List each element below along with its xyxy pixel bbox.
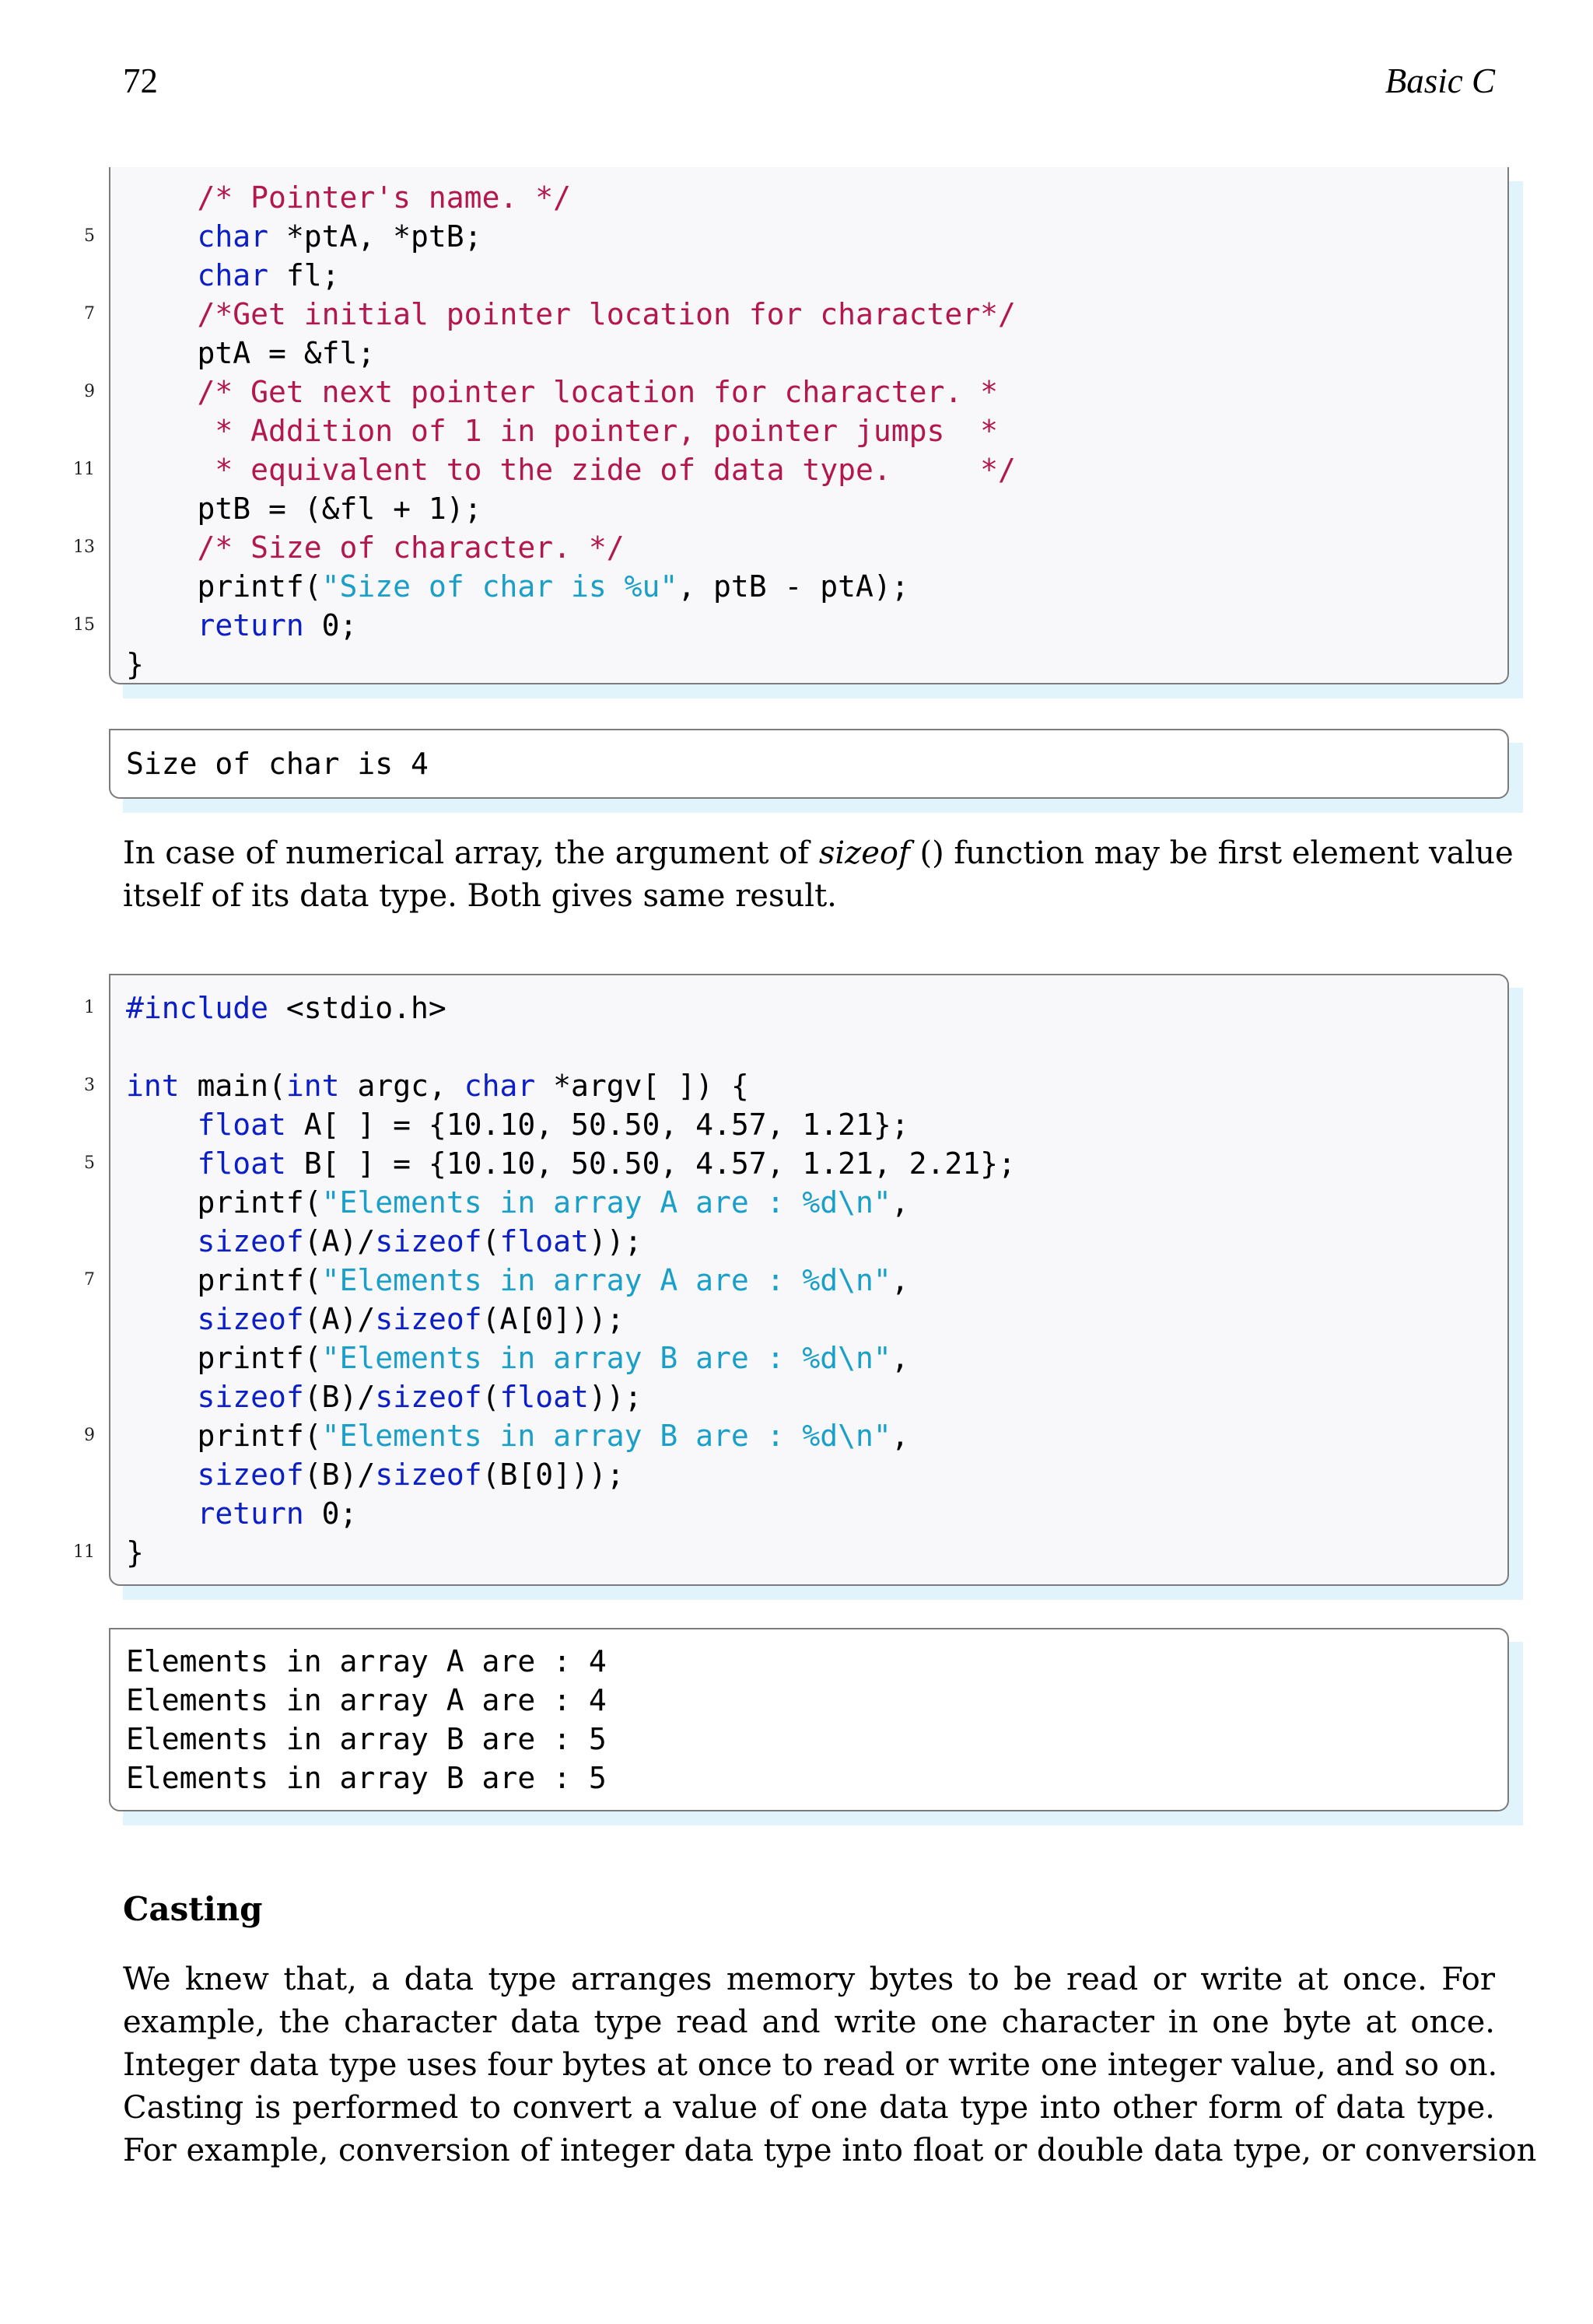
- code-token: 0;: [303, 1496, 358, 1531]
- code-line: [109, 1642, 1509, 1681]
- code-token: printf(: [126, 1185, 322, 1220]
- code-token: [126, 1146, 198, 1181]
- code-text: [126, 528, 625, 567]
- code-line: [73, 606, 1509, 645]
- code-token: A[ ] = {10.10, 50.50, 4.57, 1.21};: [285, 1108, 909, 1142]
- code-keyword: char: [197, 258, 269, 292]
- code-token: 0;: [303, 608, 358, 642]
- output-box-array-elements: [109, 1628, 1509, 1811]
- code-line: [109, 1105, 1509, 1144]
- code-keyword: return: [197, 1496, 304, 1531]
- code-line: [84, 295, 1509, 334]
- code-keyword: float: [197, 1146, 286, 1181]
- code-token: }: [126, 647, 144, 681]
- code-line: [84, 1144, 1509, 1183]
- code-token: main(: [179, 1069, 286, 1103]
- code-text: Elements in array A are : 4: [126, 1644, 607, 1678]
- code-string: "Elements in array A are : %d\n": [321, 1263, 891, 1297]
- code-text: [126, 1105, 909, 1144]
- line-number: 15: [73, 615, 95, 635]
- code-line: [109, 645, 1509, 684]
- code-keyword: sizeof: [197, 1302, 304, 1336]
- text-segment: In case of numerical array, the argument of: [123, 835, 819, 871]
- paragraph-line: For example, conversion of integer data type into float or double data type, or conversion: [123, 2133, 1537, 2168]
- function-name: sizeof: [818, 835, 910, 871]
- page-number: 72: [123, 61, 158, 100]
- code-line: [109, 567, 1509, 606]
- code-token: fl;: [268, 258, 340, 292]
- code-line: [109, 1222, 1509, 1261]
- code-token: *ptA, *ptB;: [268, 219, 482, 254]
- code-text: [126, 989, 446, 1027]
- code-line: [109, 1183, 1509, 1222]
- code-token: [126, 414, 215, 448]
- code-token: (A[0]));: [481, 1302, 625, 1336]
- code-keyword: sizeof: [197, 1380, 304, 1414]
- code-text: [126, 1494, 357, 1533]
- paragraph-line: itself of its data type. Both gives same result.: [123, 878, 837, 914]
- code-token: [126, 219, 198, 254]
- paragraph-line: Casting is performed to convert a value of one data type into other form of data type.: [123, 2090, 1495, 2126]
- code-string: "Size of char is %u": [321, 569, 678, 604]
- line-number: 7: [84, 1270, 95, 1290]
- code-comment: /*Get initial pointer location for character*/: [197, 297, 1016, 331]
- code-line: [109, 1681, 1509, 1720]
- code-line: [109, 1377, 1509, 1416]
- code-keyword: return: [197, 608, 304, 642]
- code-text: [126, 1416, 909, 1455]
- code-text: [126, 1183, 909, 1222]
- code-comment: /* Pointer's name. */: [197, 180, 571, 215]
- code-line: [73, 450, 1509, 489]
- code-text: [126, 1300, 625, 1339]
- code-token: ,: [891, 1419, 909, 1453]
- line-number: 1: [84, 998, 95, 1017]
- code-keyword: float: [499, 1380, 589, 1414]
- code-line: [109, 1300, 1509, 1339]
- code-text: [126, 178, 571, 217]
- paragraph-line: Integer data type uses four bytes at once to read or write one integer value, and so on.: [123, 2047, 1498, 2083]
- code-keyword: char: [464, 1069, 536, 1103]
- line-number: 3: [84, 1076, 95, 1095]
- code-line: [109, 1759, 1509, 1797]
- code-keyword: sizeof: [197, 1458, 304, 1492]
- code-token: ptA = &fl;: [126, 336, 376, 370]
- code-listing-pointer-size: [73, 167, 1509, 684]
- code-string: "Elements in array A are : %d\n": [321, 1185, 891, 1220]
- code-token: argc,: [339, 1069, 464, 1103]
- code-token: (A)/: [303, 1224, 376, 1258]
- line-number: 7: [84, 304, 95, 324]
- paragraph-line: We knew that, a data type arranges memory bytes to be read or write at once. For: [123, 1962, 1495, 1997]
- code-text: [126, 567, 909, 606]
- code-keyword: sizeof: [197, 1224, 304, 1258]
- code-line: [109, 1339, 1509, 1377]
- paragraph-line: example, the character data type read and write one character in one byte at once.: [123, 2004, 1495, 2040]
- code-token: [126, 1302, 198, 1336]
- code-text: [126, 411, 998, 450]
- code-token: (: [481, 1224, 500, 1258]
- code-line: [109, 1027, 1509, 1066]
- code-token: }: [126, 1535, 144, 1570]
- code-text: [126, 1144, 1016, 1183]
- code-line: [84, 1416, 1509, 1455]
- code-line: [109, 256, 1509, 295]
- code-line: [84, 373, 1509, 411]
- code-token: [126, 453, 215, 487]
- code-token: [126, 1108, 198, 1142]
- code-text: [126, 1222, 642, 1261]
- code-line: [109, 1494, 1509, 1533]
- code-text: [126, 450, 1016, 489]
- running-title: Basic C: [1385, 61, 1495, 100]
- section-heading-casting: Casting: [123, 1890, 263, 1928]
- code-string: "Elements in array B are : %d\n": [321, 1419, 891, 1453]
- code-line: [109, 411, 1509, 450]
- code-token: (: [481, 1380, 500, 1414]
- paragraph-line: [123, 832, 1514, 875]
- code-token: [126, 1458, 198, 1492]
- code-keyword: float: [197, 1108, 286, 1142]
- line-number: 9: [84, 382, 95, 401]
- code-string: "Elements in array B are : %d\n": [321, 1341, 891, 1375]
- line-number: 13: [73, 537, 95, 557]
- code-line: [109, 334, 1509, 373]
- code-token: , ptB - ptA);: [677, 569, 909, 604]
- code-token: [126, 1380, 198, 1414]
- code-token: ));: [588, 1224, 642, 1258]
- text-segment: () function may be first element value: [909, 835, 1514, 871]
- code-token: [126, 180, 198, 215]
- output-box-size-of-char: [109, 729, 1509, 799]
- code-text: [126, 217, 482, 256]
- code-comment: * equivalent to the zide of data type. */: [215, 453, 1016, 487]
- code-keyword: char: [197, 219, 269, 254]
- code-text: [126, 295, 1016, 334]
- code-text: [126, 1066, 749, 1105]
- line-number: 5: [84, 226, 95, 246]
- line-number: 9: [84, 1426, 95, 1445]
- code-text: [126, 334, 375, 373]
- code-comment: * Addition of 1 in pointer, pointer jumps *: [215, 414, 999, 448]
- code-token: [126, 1496, 198, 1531]
- code-token: [126, 530, 198, 565]
- code-token: *argv[ ]) {: [535, 1069, 749, 1103]
- code-keyword: #include: [126, 991, 269, 1025]
- code-text: [126, 606, 357, 645]
- code-text: [126, 1455, 625, 1494]
- code-keyword: int: [126, 1069, 180, 1103]
- code-token: ptB = (&fl + 1);: [126, 492, 482, 526]
- code-line: [109, 1720, 1509, 1759]
- code-token: ));: [588, 1380, 642, 1414]
- code-text: [126, 373, 998, 411]
- code-token: ,: [891, 1185, 909, 1220]
- code-line: [109, 178, 1509, 217]
- code-line: [84, 1261, 1509, 1300]
- code-text: Elements in array B are : 5: [126, 1761, 607, 1795]
- code-text: [126, 1377, 642, 1416]
- code-token: (B[0]));: [481, 1458, 625, 1492]
- code-text: Elements in array A are : 4: [126, 1683, 607, 1717]
- code-token: B[ ] = {10.10, 50.50, 4.57, 1.21, 2.21};: [285, 1146, 1016, 1181]
- code-token: printf(: [126, 1341, 322, 1375]
- code-text: [126, 489, 482, 528]
- code-comment: /* Get next pointer location for character. *: [197, 375, 999, 409]
- line-number: 5: [84, 1153, 95, 1173]
- code-keyword: float: [499, 1224, 589, 1258]
- code-token: <stdio.h>: [268, 991, 446, 1025]
- code-line: [84, 217, 1509, 256]
- code-line: [109, 489, 1509, 528]
- code-keyword: sizeof: [375, 1302, 482, 1336]
- code-text: [126, 1339, 909, 1377]
- code-token: printf(: [126, 569, 322, 604]
- code-keyword: sizeof: [375, 1224, 482, 1258]
- code-line: [109, 744, 1509, 783]
- code-line: [109, 1455, 1509, 1494]
- code-token: printf(: [126, 1263, 322, 1297]
- code-token: ,: [891, 1263, 909, 1297]
- code-line: [84, 1066, 1509, 1105]
- code-line: [73, 1533, 1509, 1572]
- code-keyword: sizeof: [375, 1380, 482, 1414]
- code-token: [126, 608, 198, 642]
- code-token: [126, 258, 198, 292]
- code-token: [126, 1224, 198, 1258]
- code-text: [126, 256, 340, 295]
- code-comment: /* Size of character. */: [197, 530, 625, 565]
- code-keyword: int: [285, 1069, 340, 1103]
- code-token: (B)/: [303, 1380, 376, 1414]
- code-token: [126, 297, 198, 331]
- code-text: Size of char is 4: [126, 747, 429, 781]
- code-token: ,: [891, 1341, 909, 1375]
- line-number: 11: [73, 460, 95, 479]
- code-text: [126, 1533, 144, 1572]
- paragraph-sizeof: [123, 832, 1514, 918]
- paragraph-casting: [123, 1958, 1537, 2172]
- code-text: [126, 645, 144, 684]
- code-keyword: sizeof: [375, 1458, 482, 1492]
- code-line: [84, 989, 1509, 1027]
- code-token: (B)/: [303, 1458, 376, 1492]
- line-number: 11: [73, 1542, 95, 1562]
- code-text: Elements in array B are : 5: [126, 1722, 607, 1756]
- code-token: printf(: [126, 1419, 322, 1453]
- code-token: (A)/: [303, 1302, 376, 1336]
- code-line: [73, 528, 1509, 567]
- code-token: [126, 375, 198, 409]
- code-text: [126, 1261, 909, 1300]
- code-listing-array-sizeof: [73, 974, 1509, 1586]
